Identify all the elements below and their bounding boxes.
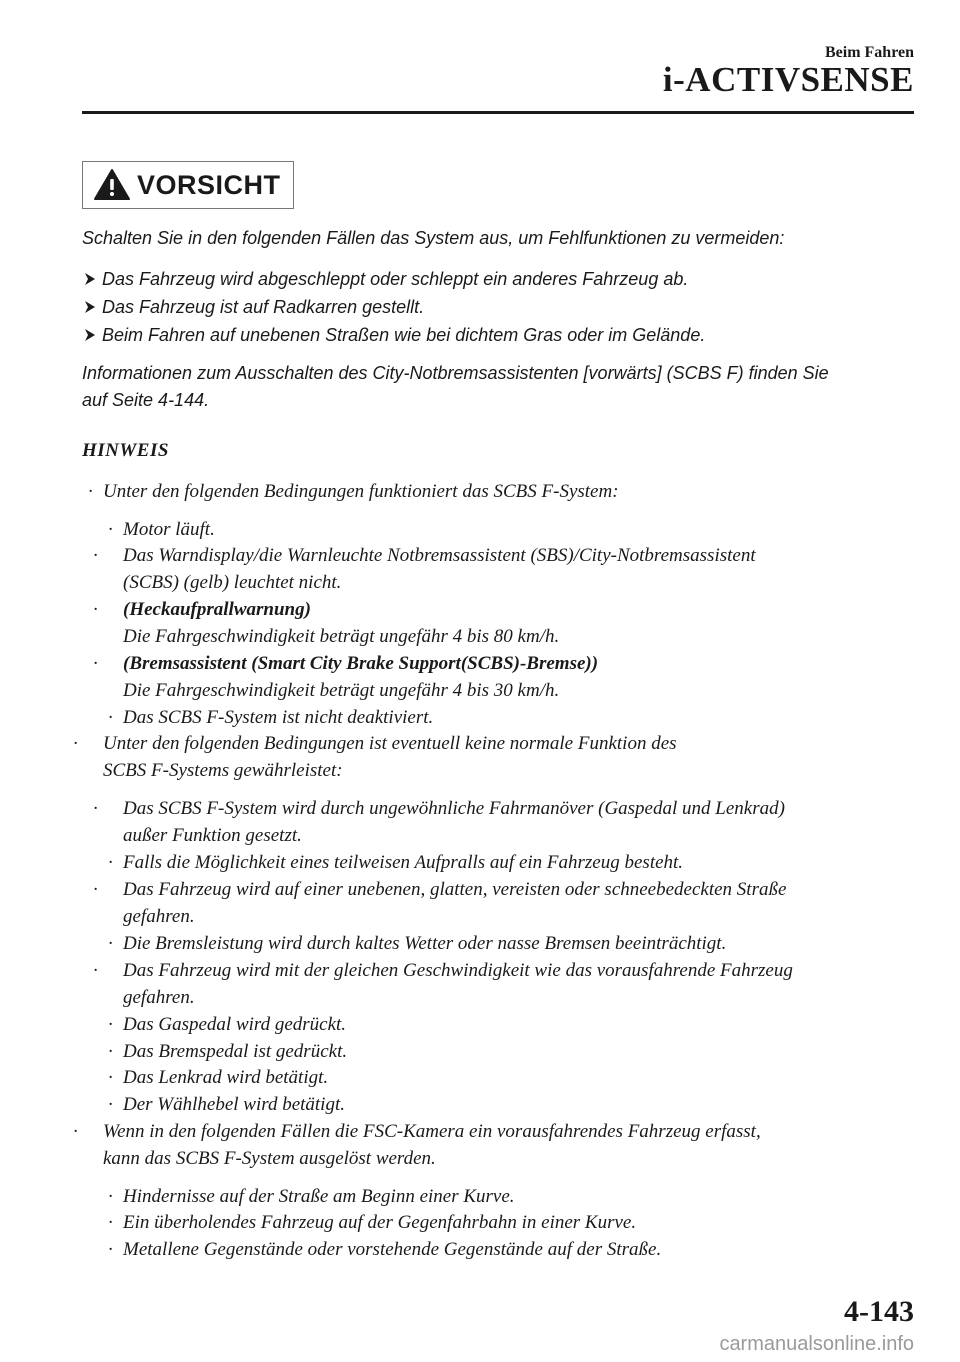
caution-intro: Schalten Sie in den folgenden Fällen das System aus, um Fehlfunktionen zu vermeiden: [82, 228, 785, 248]
bullet-dot-icon: · [93, 960, 98, 981]
note-subitem-text: gefahren. [123, 906, 195, 927]
note-heading: HINWEIS [82, 440, 169, 461]
note-subitem-text: (SCBS) (gelb) leuchtet nicht. [123, 572, 342, 593]
caution-item [82, 265, 705, 293]
note-subitem [108, 849, 683, 876]
note-subitem [108, 1236, 661, 1263]
watermark: carmanualsonline.info [719, 1333, 914, 1355]
note-bullet [88, 478, 619, 505]
note-subitem [108, 1064, 328, 1091]
note-subitem-text: gefahren. [123, 987, 195, 1008]
arrow-bullet-icon [84, 328, 96, 342]
note-subitem [93, 795, 785, 849]
page-number: 4-143 [844, 1295, 914, 1328]
note-subitem-text: Die Fahrgeschwindigkeit beträgt ungefähr 4 bis 80 km/h. [123, 626, 560, 647]
note-subitem-text: Die Bremsleistung wird durch kaltes Wetter oder nasse Bremsen beeinträchtigt. [123, 933, 727, 954]
note-bullet-text: Wenn in den folgenden Fällen die FSC-Kamera ein vorausfahrendes Fahrzeug erfasst, [103, 1121, 761, 1142]
note-subitem-heading: (Heckaufprallwarnung) [123, 599, 311, 620]
note-subitem [108, 516, 215, 543]
note-subitem [108, 1209, 636, 1236]
bullet-dot-icon: · [108, 519, 113, 540]
note-subitem-text: Motor läuft. [123, 519, 215, 540]
bullet-dot-icon: · [108, 852, 113, 873]
note-subitem-text: Das Fahrzeug wird mit der gleichen Geschwindigkeit wie das vorausfahrende Fahrzeug [123, 960, 793, 981]
header-rule [82, 111, 914, 114]
note-subitem-text: Das Fahrzeug wird auf einer unebenen, glatten, vereisten oder schneebedeckten Straße [123, 879, 787, 900]
caution-item [82, 321, 705, 349]
caution-info [82, 360, 912, 414]
caution-item-text: Das Fahrzeug wird abgeschleppt oder schleppt ein anderes Fahrzeug ab. [102, 269, 689, 289]
bullet-dot-icon: · [93, 599, 98, 620]
bullet-dot-icon: · [93, 653, 98, 674]
note-subitem-text: Das SCBS F-System wird durch ungewöhnliche Fahrmanöver (Gaspedal und Lenkrad) [123, 798, 785, 819]
bullet-dot-icon: · [108, 1186, 113, 1207]
note-subitem-text: Falls die Möglichkeit eines teilweisen Aufpralls auf ein Fahrzeug besteht. [123, 852, 684, 873]
warning-triangle-icon [93, 168, 131, 202]
note-subitem-text: Hindernisse auf der Straße am Beginn einer Kurve. [123, 1186, 515, 1207]
bullet-dot-icon: · [73, 1121, 78, 1142]
note-subitem-text: Das Gaspedal wird gedrückt. [123, 1014, 347, 1035]
note-subitem [93, 650, 599, 704]
note-subitem-text: Das Bremspedal ist gedrückt. [123, 1041, 348, 1062]
note-subitem [108, 930, 726, 957]
arrow-bullet-icon [84, 272, 96, 286]
bullet-dot-icon: · [108, 1067, 113, 1088]
note-bullet-text: SCBS F-Systems gewährleistet: [103, 760, 343, 781]
chapter-title: i-ACTIVSENSE [662, 60, 914, 99]
note-subitem [108, 1038, 347, 1065]
bullet-dot-icon: · [93, 798, 98, 819]
note-subitem-text: Die Fahrgeschwindigkeit beträgt ungefähr 4 bis 30 km/h. [123, 680, 560, 701]
caution-list [82, 265, 705, 349]
bullet-dot-icon: · [108, 1041, 113, 1062]
caution-item-text: Beim Fahren auf unebenen Straßen wie bei dichtem Gras oder im Gelände. [102, 325, 706, 345]
note-subitem-text: Metallene Gegenstände oder vorstehende Gegenstände auf der Straße. [123, 1239, 662, 1260]
note-subitem [108, 1011, 346, 1038]
bullet-dot-icon: · [88, 481, 93, 502]
bullet-dot-icon: · [108, 1239, 113, 1260]
note-subitem [93, 542, 756, 596]
note-subitem-text: Das Lenkrad wird betätigt. [123, 1067, 329, 1088]
note-subitem-text: Der Wählhebel wird betätigt. [123, 1094, 345, 1115]
caution-info-line: Informationen zum Ausschalten des City-Notbremsassistenten [vorwärts] (SCBS F) finden Sie [82, 363, 829, 383]
caution-info-line: auf Seite 4-144. [82, 390, 210, 410]
bullet-dot-icon: · [108, 1094, 113, 1115]
note-subitem-text: Ein überholendes Fahrzeug auf der Gegenfahrbahn in einer Kurve. [123, 1212, 637, 1233]
bullet-dot-icon: · [108, 1212, 113, 1233]
bullet-dot-icon: · [93, 879, 98, 900]
note-subitem [108, 1183, 515, 1210]
caution-label: VORSICHT [137, 169, 281, 200]
note-subitem [108, 704, 433, 731]
note-bullet [73, 730, 677, 784]
note-bullet-text: Unter den folgenden Bedingungen ist eventuell keine normale Funktion des [103, 733, 677, 754]
note-subitem-text: Das SCBS F-System ist nicht deaktiviert. [123, 707, 434, 728]
bullet-dot-icon: · [93, 545, 98, 566]
note-subitem [93, 876, 787, 930]
note-bullet [73, 1118, 761, 1172]
note-subitem [108, 1091, 345, 1118]
caution-item [82, 293, 705, 321]
note-subitem-text: außer Funktion gesetzt. [123, 825, 302, 846]
caution-item-text: Das Fahrzeug ist auf Radkarren gestellt. [102, 297, 425, 317]
note-subitem [93, 596, 560, 650]
note-subitem-text: Das Warndisplay/die Warnleuchte Notbremsassistent (SBS)/City-Notbremsassistent [123, 545, 756, 566]
note-bullet-text: Unter den folgenden Bedingungen funktioniert das SCBS F-System: [103, 481, 619, 502]
bullet-dot-icon: · [73, 733, 78, 754]
section-name: Beim Fahren [824, 44, 914, 61]
note-subitem-heading: (Bremsassistent (Smart City Brake Support(SCBS)-Bremse)) [123, 653, 599, 674]
bullet-dot-icon: · [108, 707, 113, 728]
bullet-dot-icon: · [108, 933, 113, 954]
bullet-dot-icon: · [108, 1014, 113, 1035]
caution-label-box [82, 161, 294, 209]
arrow-bullet-icon [84, 300, 96, 314]
note-bullet-text: kann das SCBS F-System ausgelöst werden. [103, 1148, 436, 1169]
note-subitem [93, 957, 793, 1011]
